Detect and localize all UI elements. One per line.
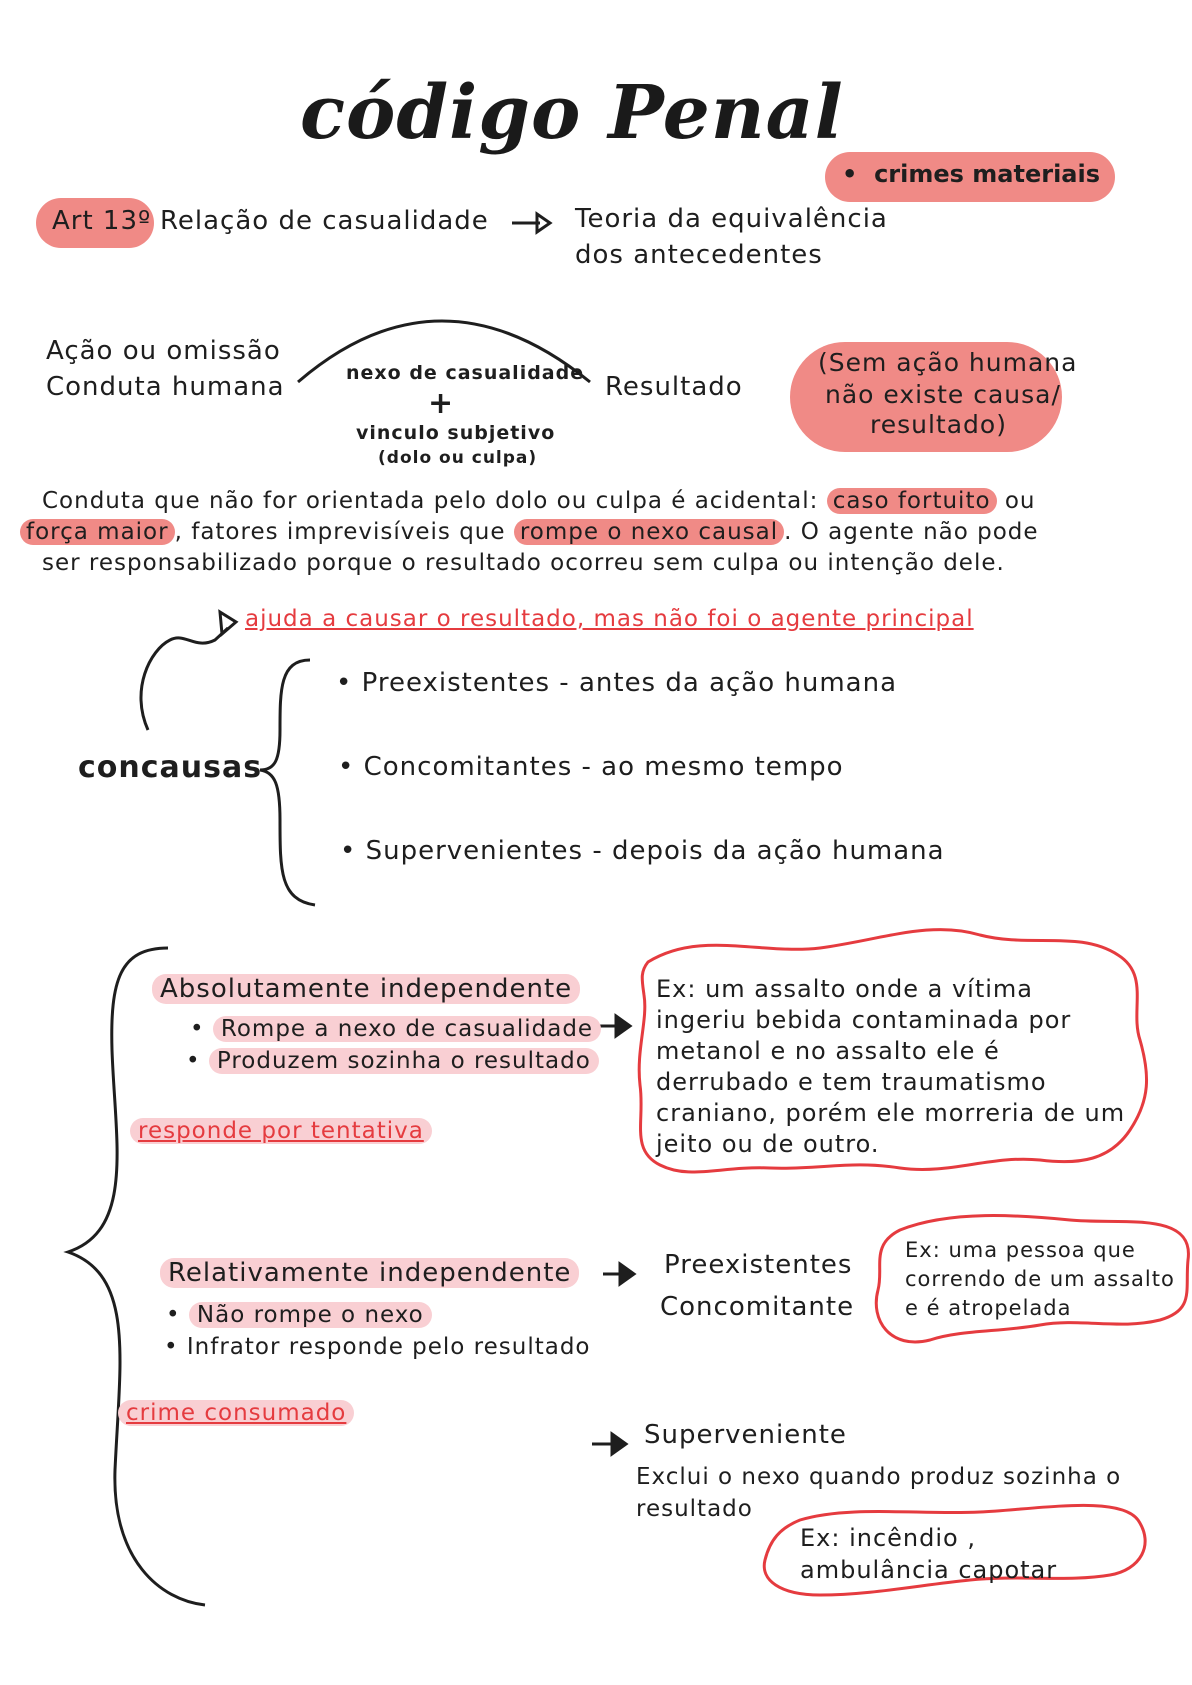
concausas-note: ajuda a causar o resultado, mas não foi o agente principal (245, 606, 974, 632)
concausa-item (336, 668, 897, 698)
rompe-nexo-highlight: rompe o nexo causal (514, 519, 784, 545)
concausa-item-label: Supervenientes - depois da ação humana (365, 836, 945, 866)
absolutamente-title (152, 974, 580, 1004)
paragraph-line1 (42, 488, 1036, 514)
arrow-rel-icon (603, 1264, 634, 1284)
concausa-item (340, 836, 945, 866)
bullet-icon: • (166, 1302, 189, 1328)
absolutamente-bullet (190, 1016, 601, 1042)
nexo-note-line2: não existe causa/ (825, 380, 1061, 409)
arrow-right-icon (512, 214, 550, 232)
bullet-icon: • (164, 1334, 187, 1360)
concomitante-label: Concomitante (660, 1292, 855, 1322)
nexo-left-line1: Ação ou omissão (46, 336, 281, 366)
paragraph-text: , fatores imprevisíveis que (174, 519, 506, 545)
paragraph-text: ou (1004, 488, 1036, 514)
absolutamente-bullet-label: Produzem sozinha o resultado (209, 1048, 599, 1074)
concausas-brace (260, 660, 315, 905)
concausa-item (338, 752, 844, 782)
arrow-sup-icon (592, 1434, 626, 1454)
bullet-icon: • (190, 1016, 213, 1042)
absolutamente-bullet (186, 1048, 599, 1074)
concausas-label: concausas (78, 750, 263, 785)
paragraph-text: Conduta que não for orientada pelo dolo ou culpa é acidental: (42, 488, 819, 514)
caso-fortuito-highlight: caso fortuito (827, 488, 997, 514)
crime-consumado (118, 1400, 354, 1426)
example-text-3: Ex: incêndio , ambulância capotar (800, 1524, 1058, 1584)
exclui-line1: Exclui o nexo quando produz sozinha o (636, 1464, 1122, 1490)
bullet-icon: • (186, 1048, 209, 1074)
responde-tentativa (130, 1118, 432, 1144)
art-label: Art 13º (52, 206, 152, 236)
responde-tentativa-label: responde por tentativa (130, 1118, 432, 1144)
nexo-plus: + (428, 386, 454, 421)
concausa-item-label: Preexistentes - antes da ação humana (361, 668, 898, 698)
nexo-center-line1: nexo de casualidade (346, 362, 585, 384)
teoria-line2: dos antecedentes (575, 240, 823, 270)
absolutamente-title-label: Absolutamente independente (152, 974, 580, 1004)
superveniente-label: Superveniente (644, 1420, 847, 1450)
bullet-icon: • (340, 836, 366, 866)
relativamente-title (160, 1258, 579, 1288)
example-text-1: Ex: um assalto onde a vítima ingeriu bebida contaminada por metanol e no assalto ele é derrubado e tem traumatismo craniano, porém ele morreria de um jeito ou de outro. (656, 975, 1126, 1158)
nexo-note-line1: (Sem ação humana (818, 348, 1078, 377)
preexistentes-label: Preexistentes (664, 1250, 853, 1280)
crime-consumado-label: crime consumado (118, 1400, 354, 1426)
arrow-abs-icon (600, 1016, 630, 1036)
bullet-icon: • (336, 668, 362, 698)
example-text-2: Ex: uma pessoa que correndo de um assalto e é atropelada (905, 1238, 1175, 1320)
paragraph-line3: ser responsabilizado porque o resultado ocorreu sem culpa ou intenção dele. (42, 550, 1005, 576)
exclui-line2: resultado (636, 1496, 753, 1522)
forca-maior-highlight: força maior (20, 519, 175, 545)
concausa-item-label: Concomitantes - ao mesmo tempo (363, 752, 844, 782)
curly-arrow (141, 628, 228, 730)
crimes-tag-label: crimes materiais (874, 160, 1100, 188)
relativamente-bullet-label: Não rompe o nexo (189, 1302, 432, 1328)
nexo-center-line2: vinculo subjetivo (356, 422, 556, 444)
relativamente-bullet (166, 1302, 432, 1328)
paragraph-text: . O agente não pode (784, 519, 1039, 545)
crimes-tag (842, 160, 1100, 188)
arrow-head-icon (220, 612, 236, 634)
nexo-resultado: Resultado (605, 372, 743, 402)
page-title: código Penal (300, 70, 844, 156)
nexo-center-line3: (dolo ou culpa) (378, 448, 538, 468)
paragraph-line2 (20, 519, 1039, 545)
relativamente-bullet (164, 1334, 591, 1360)
bullet-icon: • (842, 160, 875, 188)
bullet-icon: • (338, 752, 364, 782)
relativamente-bullet-label: Infrator responde pelo resultado (186, 1334, 591, 1360)
relativamente-title-label: Relativamente independente (160, 1258, 579, 1288)
absolutamente-bullet-label: Rompe a nexo de casualidade (213, 1016, 601, 1042)
nexo-left-line2: Conduta humana (46, 372, 285, 402)
nexo-note-line3: resultado) (870, 410, 1007, 439)
teoria-line1: Teoria da equivalência (575, 204, 888, 234)
relacao-label: Relação de casualidade (160, 206, 489, 236)
